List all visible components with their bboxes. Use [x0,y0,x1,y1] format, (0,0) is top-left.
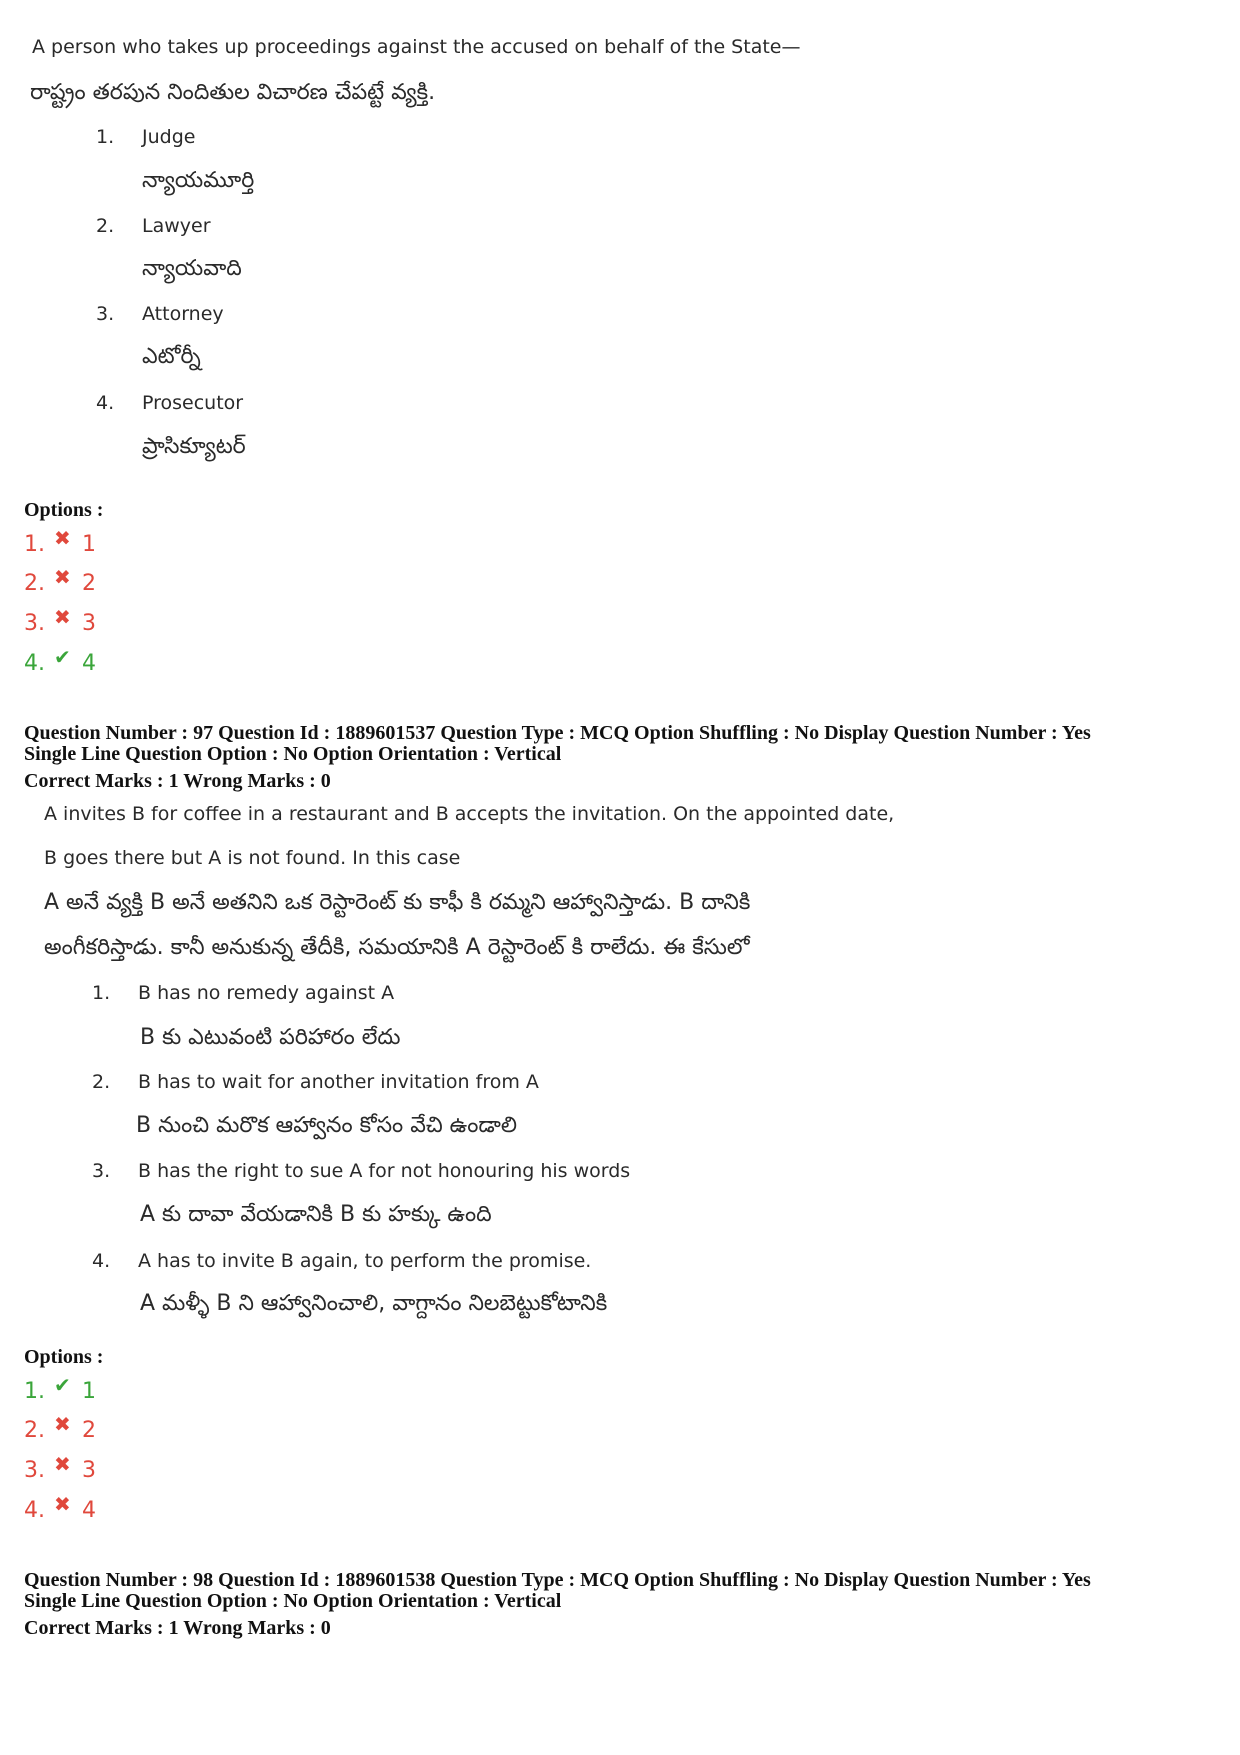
check-icon: ✔ [54,645,71,669]
option-value: 2 [82,1417,96,1443]
option-row [24,1494,96,1526]
option-index: 4. [24,1497,45,1523]
q96-choice-english: Attorney [142,303,224,325]
q97-choice-english: B has the right to sue A for not honouring his words [138,1160,631,1182]
q97-stem-telugu: అంగీకరిస్తాడు. కానీ అనుకున్న తేదీకి, సమయానికి A రెస్టారెంట్ కి రాలేదు. ఈ కేసులో [44,935,750,960]
q97-choice-telugu: B నుంచి మరొక ఆహ్వానం కోసం వేచి ఉండాలి [136,1113,517,1138]
q98-meta-line-3: Correct Marks : 1 Wrong Marks : 0 [24,1617,331,1639]
q96-stem-english: A person who takes up proceedings against the accused on behalf of the State— [32,36,801,58]
cross-icon: ✖ [54,605,71,629]
options-label: Options : [24,499,104,521]
q96-choice-english: Judge [142,126,196,148]
q97-choice-english: B has to wait for another invitation from A [138,1071,539,1093]
q98-meta-line-1: Question Number : 98 Question Id : 1889601538 Question Type : MCQ Option Shuffling : No Display Question Number : Yes [24,1569,1091,1591]
q97-choice-number: 4. [92,1250,111,1272]
cross-icon: ✖ [54,1412,71,1436]
option-index: 2. [24,570,45,596]
q96-choice-number: 3. [96,303,115,325]
option-row [24,1454,96,1486]
option-value: 1 [82,531,96,557]
q96-choice-english: Prosecutor [142,392,244,414]
option-value: 4 [82,650,96,676]
option-index: 4. [24,650,45,676]
options-label: Options : [24,1346,104,1368]
option-index: 1. [24,1378,45,1404]
q97-stem-english: A invites B for coffee in a restaurant and B accepts the invitation. On the appointed date, [44,803,895,825]
q97-choice-telugu: A కు దావా వేయడానికి B కు హక్కు ఉంది [140,1202,492,1227]
q97-choice-english: B has no remedy against A [138,982,395,1004]
q97-meta-line-1: Question Number : 97 Question Id : 1889601537 Question Type : MCQ Option Shuffling : No Display Question Number : Yes [24,722,1091,744]
q96-choice-telugu: ప్రాసిక్యూటర్ [142,434,246,459]
option-value: 3 [82,1457,96,1483]
option-row [24,1375,96,1407]
option-value: 2 [82,570,96,596]
q97-stem-english: B goes there but A is not found. In this case [44,847,461,869]
option-row [24,607,96,639]
q96-choice-number: 4. [96,392,115,414]
cross-icon: ✖ [54,1452,71,1476]
cross-icon: ✖ [54,565,71,589]
option-index: 3. [24,1457,45,1483]
q96-stem-telugu: రాష్ట్రం తరపున నిందితుల విచారణ చేపట్టే వ్యక్తి. [30,80,436,105]
q97-choice-english: A has to invite B again, to perform the promise. [138,1250,592,1272]
option-row [24,647,96,679]
q96-choice-telugu: న్యాయవాది [142,256,242,281]
q98-meta-line-2: Single Line Question Option : No Option Orientation : Vertical [24,1590,562,1612]
option-value: 1 [82,1378,96,1404]
option-index: 3. [24,610,45,636]
q96-choice-english: Lawyer [142,215,211,237]
q96-choice-telugu: న్యాయమూర్తి [142,168,255,193]
q97-meta-line-3: Correct Marks : 1 Wrong Marks : 0 [24,770,331,792]
option-index: 1. [24,531,45,557]
option-index: 2. [24,1417,45,1443]
option-value: 4 [82,1497,96,1523]
option-value: 3 [82,610,96,636]
q97-choice-telugu: B కు ఎటువంటి పరిహారం లేదు [140,1025,401,1050]
cross-icon: ✖ [54,1492,71,1516]
q97-choice-number: 3. [92,1160,111,1182]
q96-choice-number: 2. [96,215,115,237]
q96-choice-number: 1. [96,126,115,148]
q97-choice-telugu: A మళ్ళీ B ని ఆహ్వానించాలి, వాగ్దానం నిలబెట్టుకోటానికి [140,1291,608,1316]
q96-choice-telugu: ఎటోర్నీ [142,344,201,369]
q97-stem-telugu: A అనే వ్యక్తి B అనే అతనిని ఒక రెస్టారెంట్ కు కాఫీ కి రమ్మని ఆహ్వానిస్తాడు. B దానికి [44,890,751,915]
option-row [24,1414,96,1446]
option-row [24,528,96,560]
q97-choice-number: 1. [92,982,111,1004]
cross-icon: ✖ [54,526,71,550]
option-row [24,567,96,599]
q97-choice-number: 2. [92,1071,111,1093]
check-icon: ✔ [54,1373,71,1397]
q97-meta-line-2: Single Line Question Option : No Option Orientation : Vertical [24,743,562,765]
